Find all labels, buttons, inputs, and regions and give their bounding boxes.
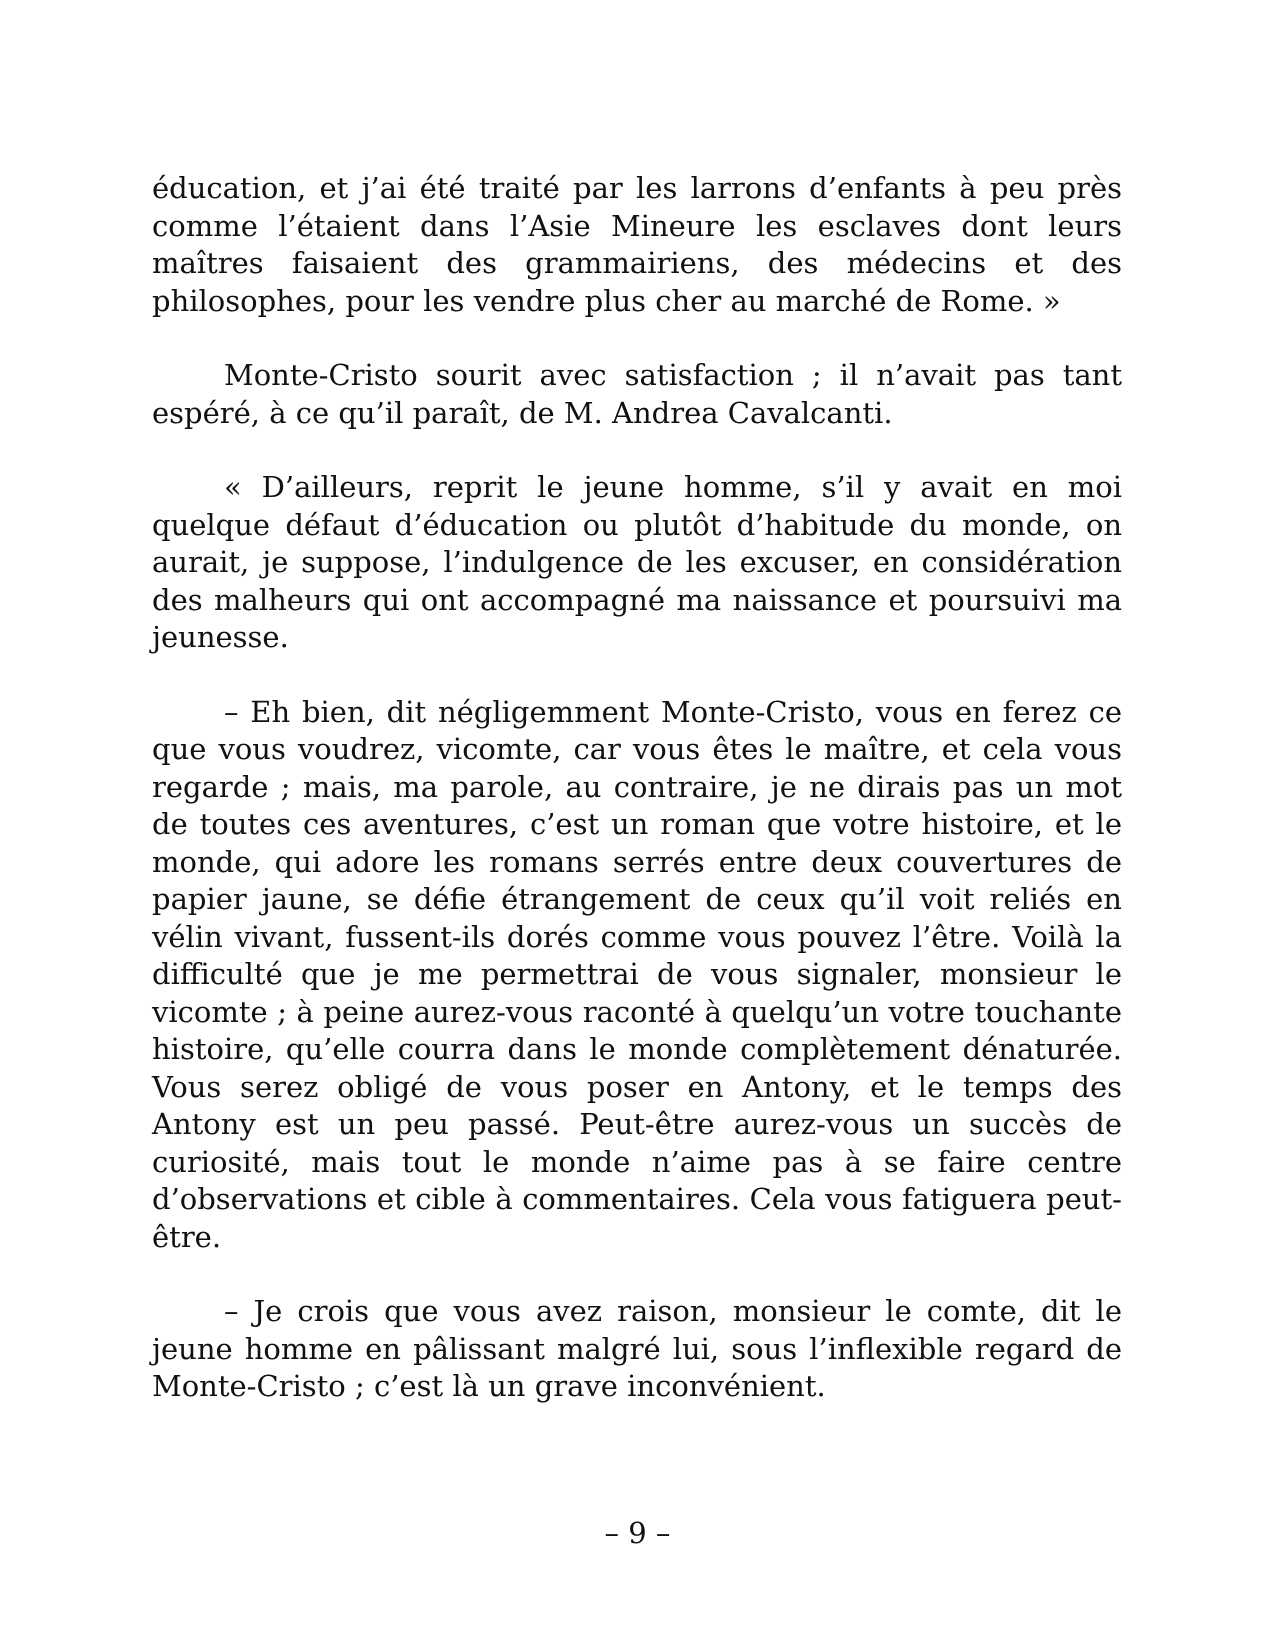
paragraph: Monte-Cristo sourit avec satisfaction ; il n’avait pas tant espéré, à ce qu’il paraît, de M. Andrea Cavalcanti. bbox=[152, 358, 1122, 430]
paragraph-continued: éducation, et j’ai été traité par les larrons d’enfants à peu près comme l’étaient dans l’Asie Mineure les esclaves dont leurs maîtres faisaient des grammairiens, des médecins et des philosophes, pour les vendre plus cher au marché de Rome. » bbox=[152, 171, 1122, 318]
paragraph: – Eh bien, dit négligemment Monte-Cristo, vous en ferez ce que vous voudrez, vicomte, car vous êtes le maître, et cela vous regarde ; mais, ma parole, au contraire, je ne dirais pas un mot de toutes ces aventures, c’est un roman que votre histoire, et le monde, qui adore les romans serrés entre deux couvertures de papier jaune, se défie étrangement de ceux qu’il voit reliés en vélin vivant, fussent-ils dorés comme vous pouvez l’être. Voilà la difficulté que je me permettrai de vous signaler, monsieur le vicomte ; à peine aurez-vous raconté à quelqu’un votre touchante histoire, qu’elle courra dans le monde complètement dénaturée. Vous serez obligé de vous poser en Antony, et le temps des Antony est un peu passé. Peut-être aurez-vous un succès de curiosité, mais tout le monde n’aime pas à se faire centre d’observations et cible à commentaires. Cela vous fatiguera peut-être. bbox=[152, 694, 1122, 1254]
page-number: – 9 – bbox=[604, 1516, 671, 1550]
paragraph: « D’ailleurs, reprit le jeune homme, s’il y avait en moi quelque défaut d’éducation ou plutôt d’habitude du monde, on aurait, je suppose, l’indulgence de les excuser, en considération des malheurs qui ont accompagné ma naissance et poursuivi ma jeunesse. bbox=[152, 470, 1122, 654]
paragraph: – Je crois que vous avez raison, monsieur le comte, dit le jeune homme en pâlissant malgré lui, sous l’inflexible regard de Monte-Cristo ; c’est là un grave inconvénient. bbox=[152, 1294, 1122, 1403]
body-text bbox=[152, 170, 1122, 1443]
